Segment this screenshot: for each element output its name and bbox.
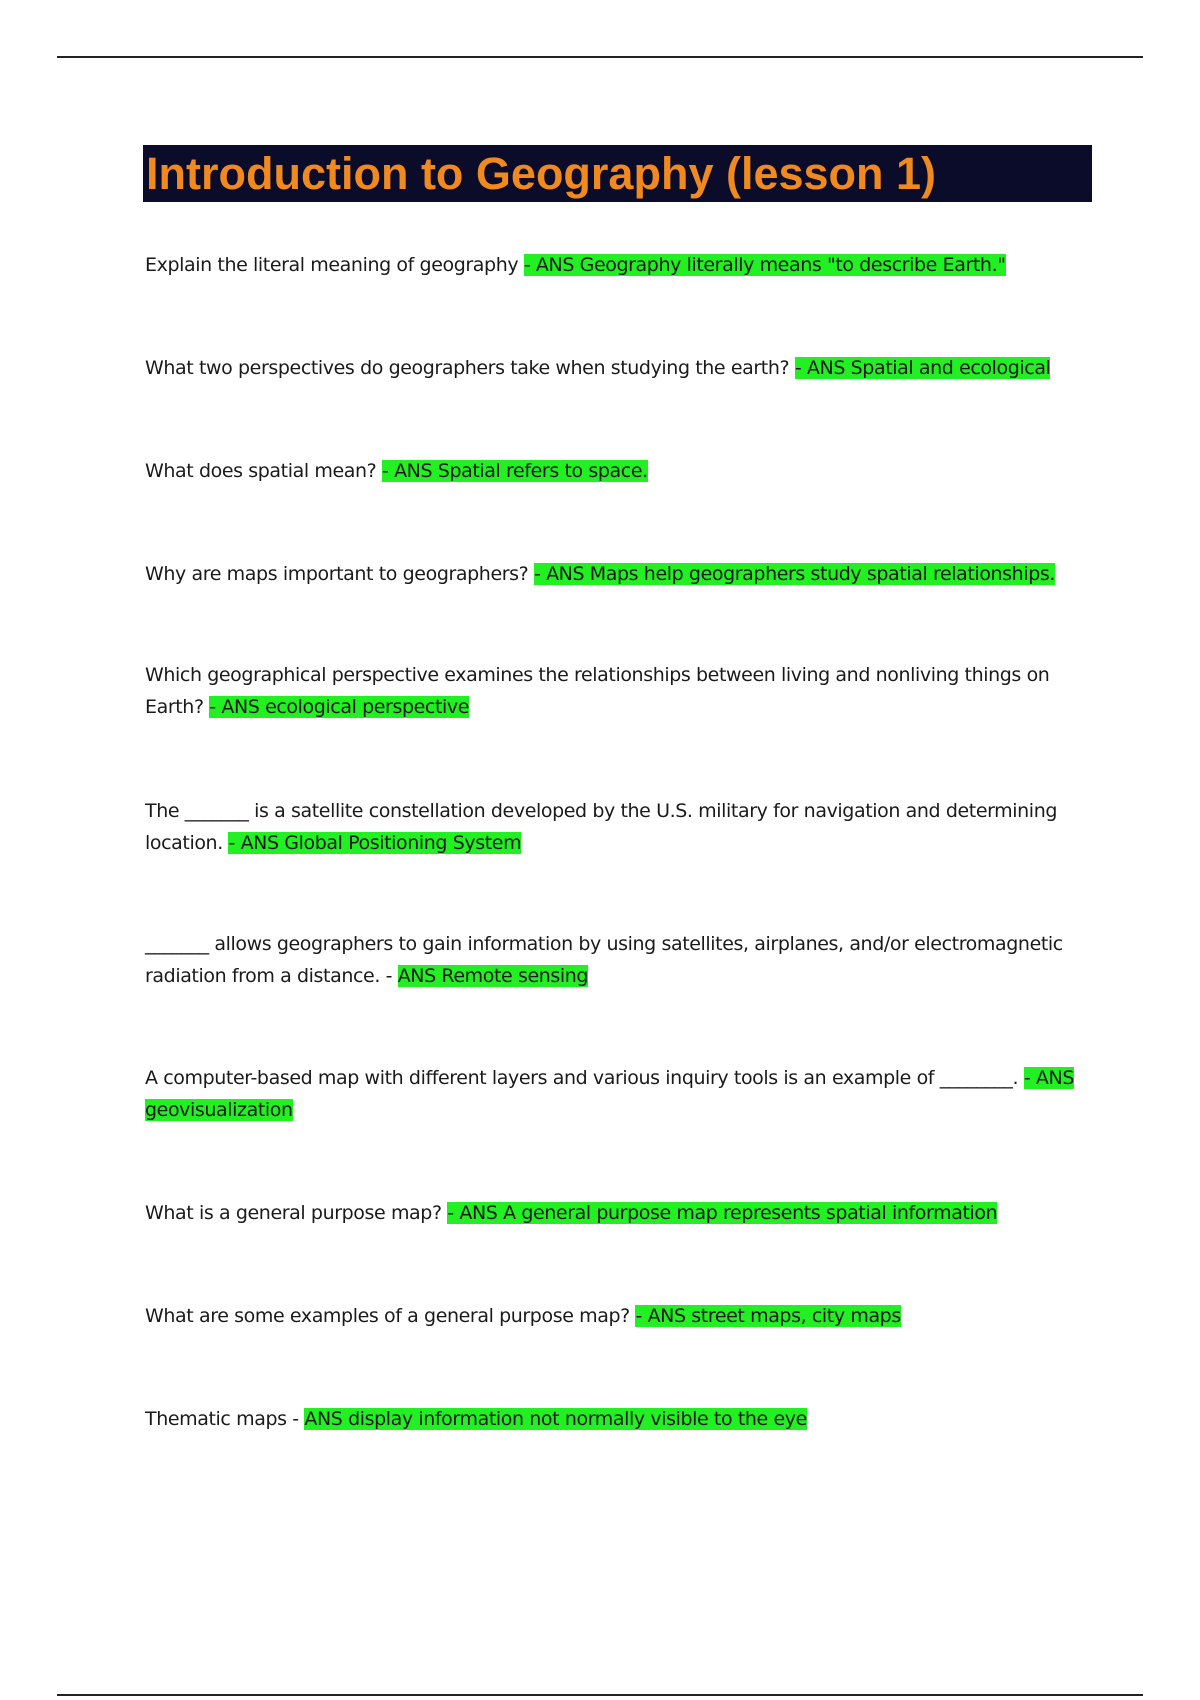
answer-highlight: - ANS Spatial and ecological bbox=[794, 357, 1051, 379]
question-text: The _______ is a satellite constellation developed by the U.S. military for navigation and determining location. bbox=[145, 800, 1057, 854]
question-text: What does spatial mean? bbox=[145, 460, 382, 482]
qa-item-4 bbox=[145, 558, 1075, 590]
question-text: What is a general purpose map? bbox=[145, 1202, 448, 1224]
question-text: _______ allows geographers to gain information by using satellites, airplanes, and/or electromagnetic radiation from a distance. - bbox=[145, 933, 1063, 987]
document-title: Introduction to Geography (lesson 1) bbox=[146, 148, 937, 199]
question-text: Which geographical perspective examines the relationships between living and nonliving things on Earth? bbox=[145, 664, 1050, 718]
answer-highlight: - ANS Global Positioning System bbox=[228, 832, 522, 854]
answer-highlight: - ANS Spatial refers to space. bbox=[381, 460, 648, 482]
answer-highlight: - ANS Maps help geographers study spatial relationships. bbox=[533, 563, 1055, 585]
question-text: A computer-based map with different layers and various inquiry tools is an example of ________. bbox=[145, 1067, 1024, 1089]
question-text: Why are maps important to geographers? bbox=[145, 563, 534, 585]
question-text: What are some examples of a general purpose map? bbox=[145, 1305, 636, 1327]
qa-item-1 bbox=[145, 249, 1075, 281]
qa-item-10 bbox=[145, 1300, 1075, 1332]
answer-highlight: - ANS Geography literally means "to describe Earth." bbox=[523, 254, 1006, 276]
answer-highlight: - ANS A general purpose map represents spatial information bbox=[447, 1202, 998, 1224]
qa-item-6 bbox=[145, 795, 1075, 859]
qa-item-8 bbox=[145, 1062, 1075, 1126]
answer-highlight: - ANS geovisualization bbox=[145, 1067, 1074, 1121]
qa-item-2 bbox=[145, 352, 1075, 384]
top-divider bbox=[57, 56, 1143, 58]
title-banner bbox=[143, 145, 1092, 202]
answer-highlight: ANS display information not normally visible to the eye bbox=[304, 1408, 807, 1430]
question-text: Thematic maps - bbox=[145, 1408, 305, 1430]
bottom-divider bbox=[57, 1694, 1143, 1696]
answer-highlight: - ANS ecological perspective bbox=[209, 696, 470, 718]
answer-highlight: - ANS street maps, city maps bbox=[635, 1305, 901, 1327]
qa-item-3 bbox=[145, 455, 1075, 487]
qa-item-5 bbox=[145, 659, 1075, 723]
qa-item-11 bbox=[145, 1403, 1075, 1435]
answer-highlight: ANS Remote sensing bbox=[397, 965, 589, 987]
question-text: Explain the literal meaning of geography bbox=[145, 254, 524, 276]
qa-item-7 bbox=[145, 928, 1075, 992]
qa-item-9 bbox=[145, 1197, 1075, 1229]
question-text: What two perspectives do geographers take when studying the earth? bbox=[145, 357, 795, 379]
